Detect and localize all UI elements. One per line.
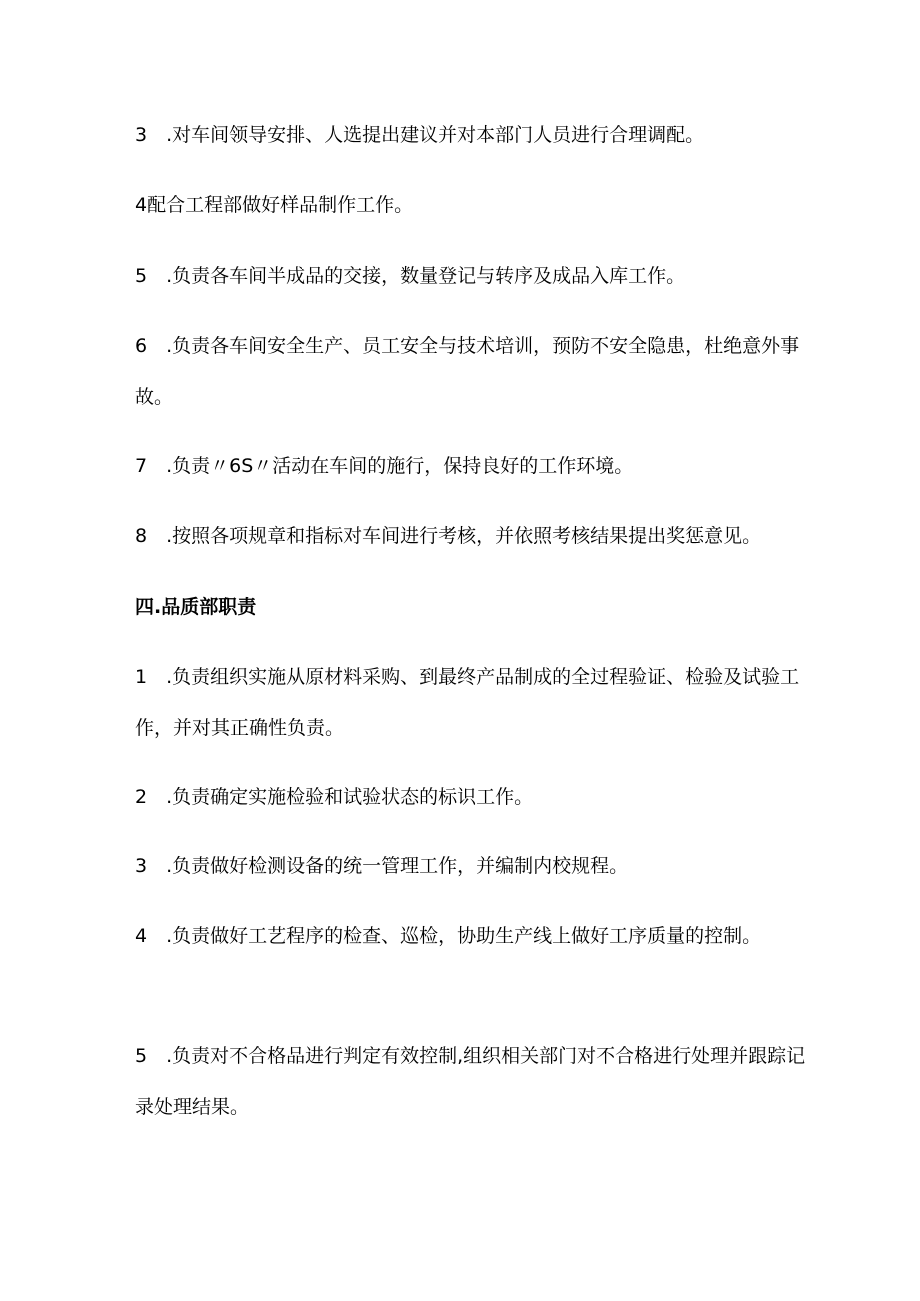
workshop-duty-item-3: 3 .对车间领导安排、人选提出建议并对本部门人员进行合理调配。 — [135, 124, 705, 146]
quality-duty-item-2: 2 .负责确定实施检验和试验状态的标识工作。 — [135, 786, 534, 808]
quality-duty-item-1: 1 .负责组织实施从原材料采购、到最终产品制成的全过程验证、检验及试验工作，并对其正确性负责。 — [135, 666, 800, 739]
workshop-duty-item-7: 7 .负责〃6S〃活动在车间的施行，保持良好的工作环境。 — [135, 455, 634, 477]
workshop-duty-item-5: 5 .负责各车间半成品的交接，数量登记与转序及成品入库工作。 — [135, 265, 686, 287]
section-heading-quality-dept: 四.品质部职责 — [135, 596, 257, 618]
quality-duty-item-4: 4 .负责做好工艺程序的检查、巡检，协助生产线上做好工序质量的控制。 — [135, 925, 762, 947]
workshop-duty-item-6: 6 .负责各车间安全生产、员工安全与技术培训，预防不安全隐患，杜绝意外事故。 — [135, 335, 800, 408]
quality-duty-item-3: 3 .负责做好检测设备的统一管理工作，并编制内校规程。 — [135, 855, 629, 877]
workshop-duty-item-8: 8 .按照各项规章和指标对车间进行考核，并依照考核结果提出奖惩意见。 — [135, 525, 762, 547]
workshop-duty-item-4: 4配合工程部做好样品制作工作。 — [135, 194, 414, 216]
quality-duty-item-5: 5 .负责对不合格品进行判定有效控制,组织相关部门对不合格进行处理并跟踪记录处理结果。 — [135, 1045, 806, 1118]
